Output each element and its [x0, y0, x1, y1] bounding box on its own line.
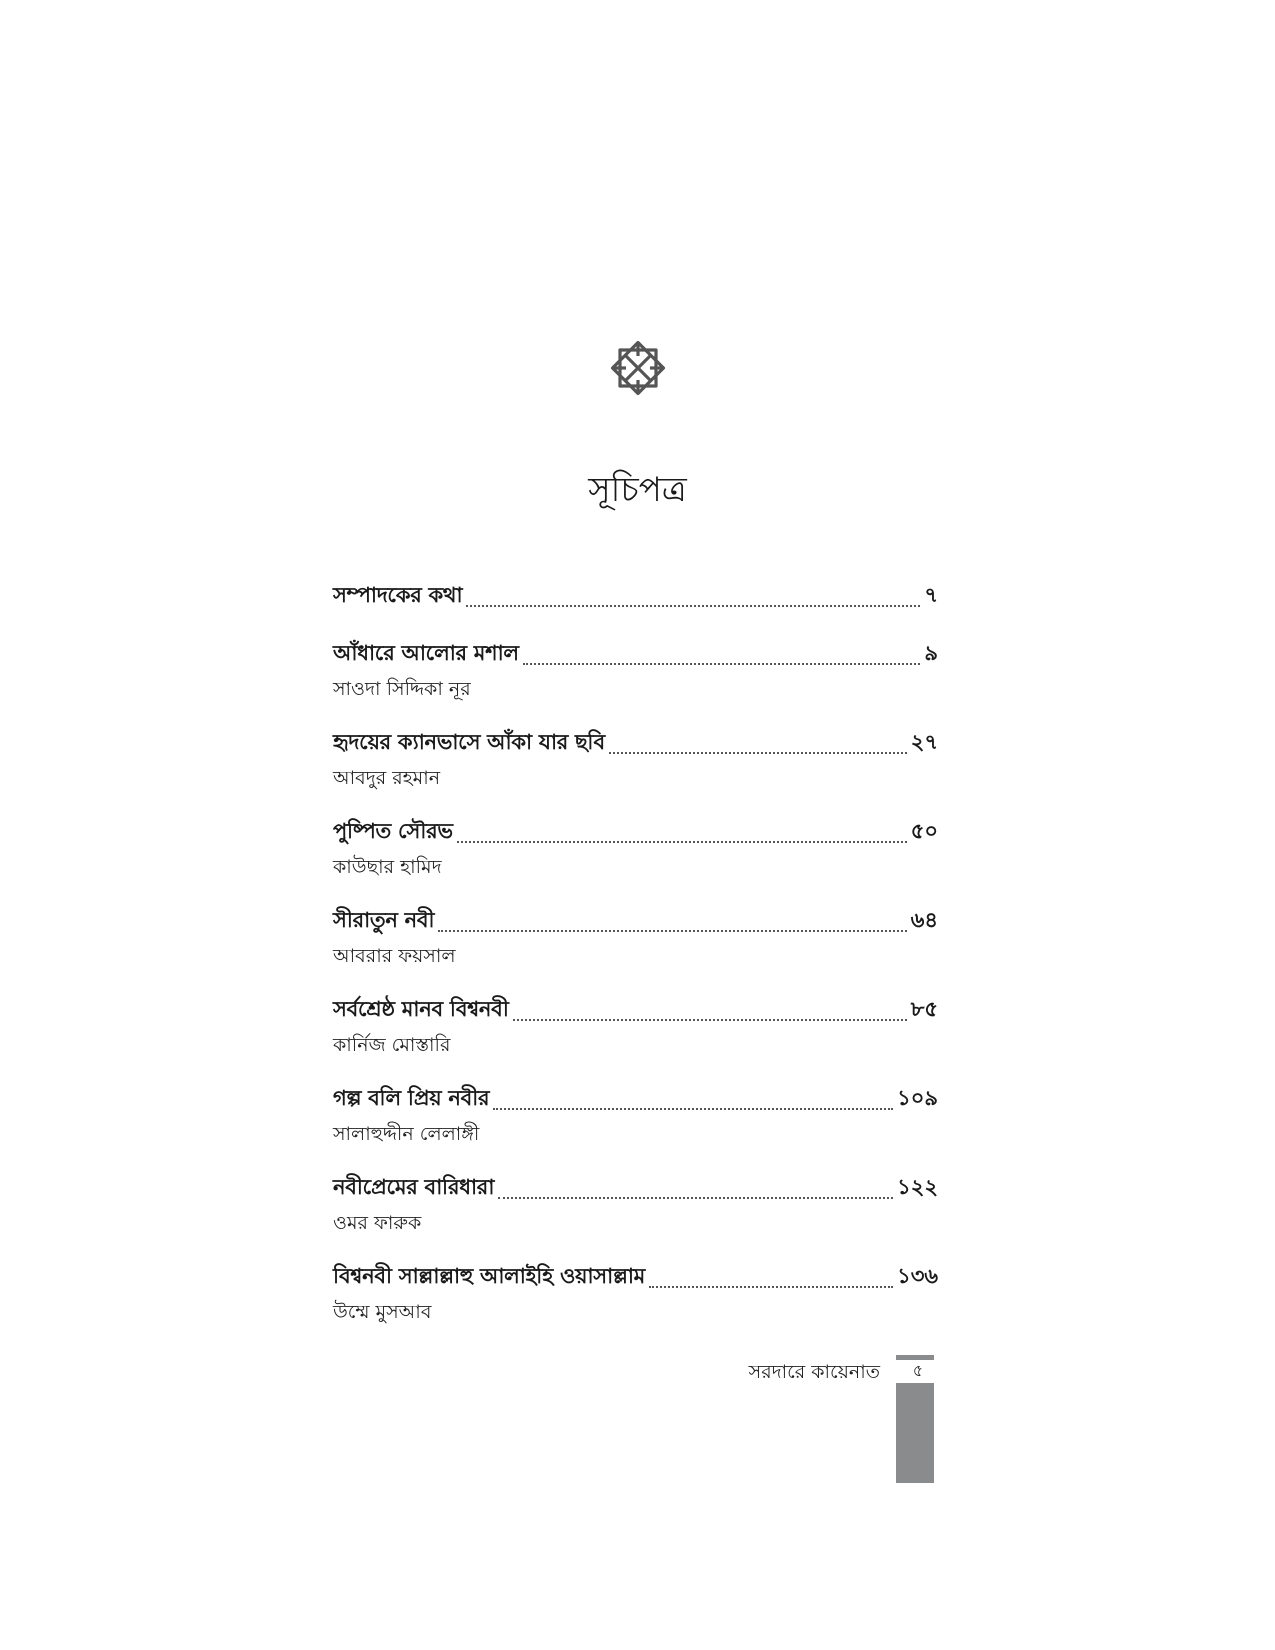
toc-entry-page: ১০৯ — [897, 1086, 938, 1110]
dot-leader — [523, 663, 921, 665]
toc-entry-title: আঁধারে আলোর মশাল — [333, 641, 519, 665]
page-number: ৫ — [912, 1361, 924, 1380]
toc-entry[interactable] — [333, 1265, 938, 1354]
toc-entry-page: ৯ — [924, 641, 938, 665]
toc-entry-page: ৫০ — [910, 819, 938, 843]
page-tab-bar — [896, 1383, 934, 1483]
toc-entry-author: আবদুর রহমান — [333, 767, 441, 789]
table-of-contents — [333, 584, 938, 1354]
running-footer-book-title: সরদারে কায়েনাত — [748, 1361, 880, 1383]
geometric-star-ornament-icon — [606, 336, 670, 400]
dot-leader — [498, 1197, 893, 1199]
toc-entry-title: সীরাতুন নবী — [333, 908, 435, 932]
dot-leader — [513, 1019, 907, 1021]
dot-leader — [609, 752, 907, 754]
toc-entry[interactable] — [333, 1087, 938, 1176]
toc-entry-title: নবীপ্রেমের বারিধারা — [333, 1175, 495, 1199]
toc-entry-author: সাওদা সিদ্দিকা নূর — [333, 678, 471, 700]
toc-entry-author: উম্মে মুসআব — [333, 1301, 432, 1323]
toc-entry-author: কার্নিজ মোস্তারি — [333, 1034, 451, 1056]
toc-entry-author: সালাহুদ্দীন লেলাঙ্গী — [333, 1123, 480, 1145]
toc-entry[interactable] — [333, 820, 938, 909]
toc-entry-title: সম্পাদকের কথা — [333, 583, 463, 607]
toc-entry[interactable] — [333, 909, 938, 998]
dot-leader — [649, 1286, 893, 1288]
toc-entry-author: ওমর ফারুক — [333, 1212, 422, 1234]
toc-entry-author: কাউছার হামিদ — [333, 856, 442, 878]
toc-entry[interactable] — [333, 731, 938, 820]
toc-entry-author: আবরার ফয়সাল — [333, 945, 456, 967]
dot-leader — [457, 841, 907, 843]
toc-entry-page: ৭ — [924, 583, 938, 607]
toc-entry-title: বিশ্বনবী সাল্লাল্লাহু আলাইহি ওয়াসাল্লাম — [333, 1264, 646, 1288]
page-title: সূচিপত্র — [588, 470, 687, 510]
toc-entry-page: ১৩৬ — [897, 1264, 938, 1288]
toc-entry[interactable] — [333, 642, 938, 731]
dot-leader — [493, 1108, 893, 1110]
toc-entry-page: ১২২ — [897, 1175, 938, 1199]
toc-entry-page: ২৭ — [910, 730, 938, 754]
toc-entry-title: হৃদয়ের ক্যানভাসে আঁকা যার ছবি — [333, 730, 605, 754]
toc-entry[interactable] — [333, 584, 938, 642]
toc-entry[interactable] — [333, 998, 938, 1087]
toc-entry-title: পুষ্পিত সৌরভ — [333, 819, 453, 843]
dot-leader — [438, 930, 906, 932]
toc-entry-title: গল্প বলি প্রিয় নবীর — [333, 1086, 490, 1110]
toc-entry-page: ৬৪ — [910, 908, 938, 932]
toc-entry-title: সর্বশ্রেষ্ঠ মানব বিশ্বনবী — [333, 997, 509, 1021]
toc-entry[interactable] — [333, 1176, 938, 1265]
dot-leader — [466, 605, 920, 607]
toc-entry-page: ৮৫ — [910, 997, 938, 1021]
